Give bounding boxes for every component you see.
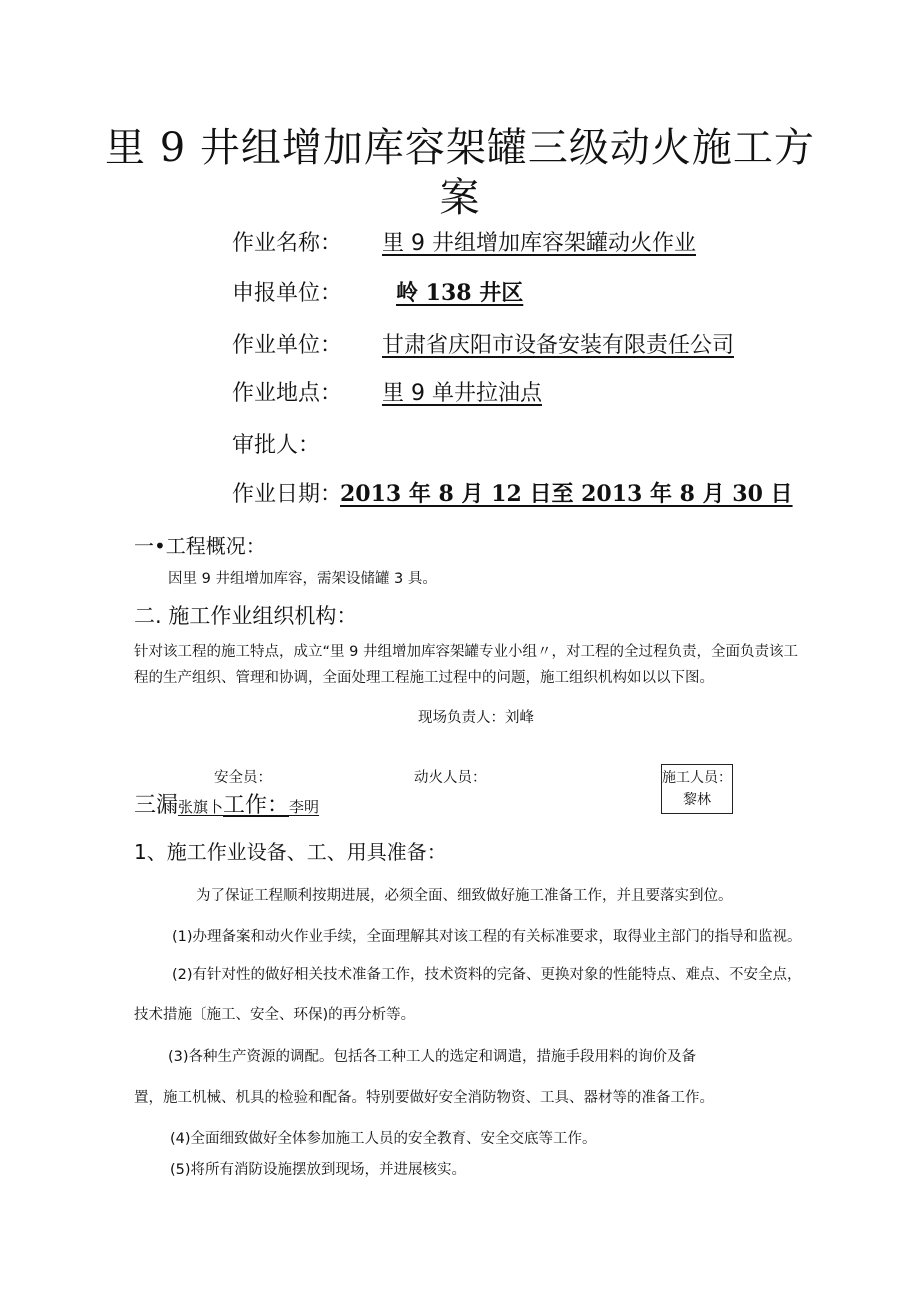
field-label: 作业单位：: [232, 333, 343, 358]
section4-intro: 为了保证工程顺利按期进展，必须全面、细致做好施工准备工作，并且要落实到位。: [196, 888, 733, 904]
field-label: 作业地点：: [232, 381, 343, 406]
org-workers-box: [661, 764, 733, 814]
section4-item3-line2: 置，施工机械、机具的检验和配备。特别要做好安全消防物资、工具、器材等的准备工作。: [134, 1090, 714, 1106]
section4-item1: (1)办理备案和动火作业手续，全面理解其对该工程的有关标准要求，取得业主部门的指导和监视。: [172, 929, 802, 945]
section4-item2-line1: (2)有针对性的做好相关技术准备工作，技术资料的完备、更换对象的性能特点、难点、不安全点，: [172, 967, 802, 983]
document-title-line1: 里 9 井组增加库容架罐三级动火施工方: [105, 125, 815, 171]
field-label: 作业名称：: [232, 231, 343, 256]
field-label: 申报单位：: [232, 281, 343, 306]
field-label: 作业日期：: [232, 482, 343, 507]
section2-text-line2: 程的生产组织、管理和协调，全面处理工程施工过程中的问题，施工组织机构如以以下图。: [134, 670, 714, 686]
section4-heading: 1、施工作业设备、工、用具准备：: [134, 840, 447, 864]
field-value: 岭 138 井区: [396, 280, 524, 306]
section1-text: 因里 9 井组增加库容，需架设储罐 3 具。: [168, 571, 437, 587]
field-label: 审批人：: [232, 433, 321, 458]
field-work-unit: [232, 328, 735, 359]
field-location: [232, 376, 542, 407]
field-value: 里 9 单井拉油点: [382, 381, 542, 406]
field-value: 里 9 井组增加库容架罐动火作业: [382, 231, 696, 256]
section2-heading: 二. 施工作业组织机构：: [134, 604, 358, 628]
document-title-line2: 案: [439, 175, 481, 221]
org-safety: 安全员：: [214, 770, 272, 786]
org-workers-name: 黎林: [683, 792, 711, 808]
section4-item4: (4)全面细致做好全体参加施工人员的安全教育、安全交底等工作。: [170, 1131, 597, 1147]
section3-mid: 工作：: [223, 793, 290, 818]
field-value: 2013 年 8 月 12 日至 2013 年 8 月 30 日: [340, 481, 793, 507]
org-workers-label: 施工人员：: [662, 770, 732, 786]
section4-item2-line2: 技术措施〔施工、安全、环保)的再分析等。: [134, 1007, 416, 1023]
section2-text-line1: 针对该工程的施工特点，成立“里 9 井组增加库容架罐专业小组〃，对工程的全过程负责，全面负责该工: [134, 644, 798, 660]
field-applicant: [232, 276, 524, 307]
org-leader: 现场负责人：刘峰: [418, 710, 534, 726]
section3-name: 李明: [289, 798, 320, 816]
field-job-name: [232, 226, 696, 257]
org-fire: 动火人员：: [414, 770, 487, 786]
field-value: 甘肃省庆阳市设备安装有限责任公司: [382, 333, 735, 358]
field-approver: [232, 428, 320, 459]
section3-small-text: 张旗卜: [178, 798, 224, 816]
section4-item3-line1: (3)各种生产资源的调配。包括各工种工人的选定和调遣，措施手段用料的询价及备: [168, 1049, 697, 1065]
section1-heading: 一•工程概况：: [134, 534, 266, 558]
section4-item5: (5)将所有消防设施摆放到现场，并进展核实。: [170, 1162, 467, 1178]
section3-heading: [134, 788, 319, 819]
section3-prefix: 三漏: [134, 793, 179, 818]
field-date: [232, 477, 793, 508]
